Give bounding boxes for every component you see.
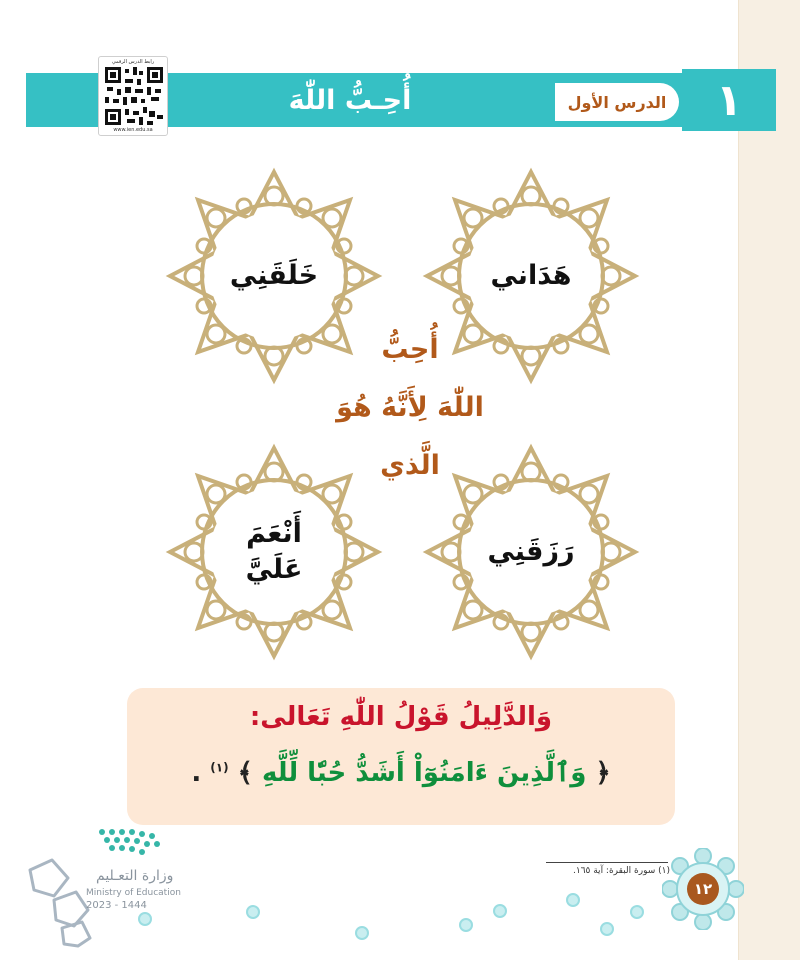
decorative-dot [600, 922, 614, 936]
ministry-name-ar: وزارة التعـليم [96, 868, 174, 884]
verse-open-bracket: ﴿ [595, 758, 611, 788]
verse-end-dot: . [191, 758, 202, 788]
decorative-side-pattern [738, 0, 800, 960]
lesson-title: أُحِـبُّ اللّٰهَ [288, 84, 412, 116]
center-text-line-3: الَّذي [380, 450, 440, 481]
footnote-divider [546, 862, 668, 863]
evidence-box [127, 688, 675, 825]
footnote: (١) سورة البقرة: آية ١٦٥. [572, 866, 670, 876]
decorative-dot [493, 904, 507, 918]
ministry-year: 2023 - 1444 [86, 900, 147, 911]
decorative-dot [630, 905, 644, 919]
decorative-dot [246, 905, 260, 919]
verse-text: وَٱلَّذِينَ ءَامَنُوٓاْ أَشَدُّ حُبّٗا لِّلَّهِ [261, 758, 587, 788]
lesson-number: ١ [682, 69, 776, 131]
rosette-label: أَنْعَمَ عَلَيَّ [245, 517, 303, 585]
rosette-label: هَدَاني [490, 259, 572, 291]
decorative-dot [459, 918, 473, 932]
evidence-intro: وَالدَّلِيلُ قَوْلُ اللّٰهِ تَعَالى: [249, 702, 553, 732]
digital-lesson-qr[interactable] [98, 56, 168, 136]
decorative-dot [355, 926, 369, 940]
qr-code-icon [105, 67, 163, 125]
rosette-label: خَلَقَنِي [229, 259, 319, 291]
ministry-logo-icon [24, 826, 194, 948]
qr-url: www.ien.edu.sa [113, 127, 153, 133]
center-text-line-1: أُحِبُّ [381, 334, 439, 365]
rosette-label: رَزَقَنِي [487, 535, 575, 567]
footnote-marker: (١) [210, 760, 229, 775]
center-text-line-2: اللّٰهَ لِأَنَّهُ هُوَ [336, 392, 484, 423]
decorative-dot [566, 893, 580, 907]
page-number: ١٢ [687, 873, 719, 905]
verse-close-bracket: ﴾ [237, 758, 253, 788]
quran-verse [127, 758, 675, 788]
lesson-tag: الدرس الأول [555, 83, 679, 121]
decorative-dot [138, 912, 152, 926]
qr-caption: رابط الدرس الرقمي [111, 59, 155, 65]
ministry-name-en: Ministry of Education [86, 888, 181, 898]
